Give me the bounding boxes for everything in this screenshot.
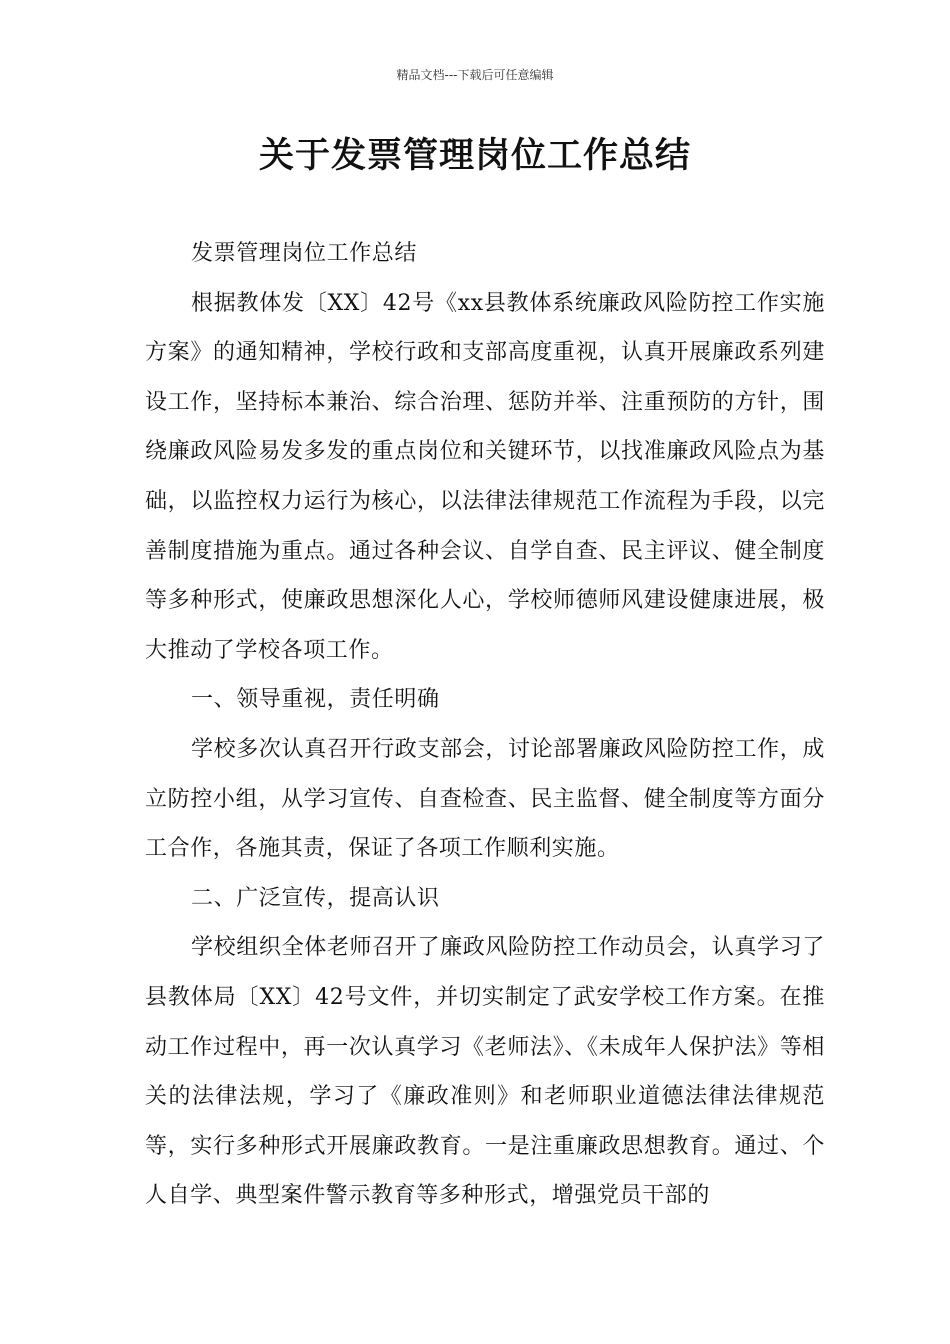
section-heading-2: 二、广泛宣传，提高认识 — [191, 885, 440, 911]
document-title: 关于发票管理岗位工作总结 — [258, 136, 691, 176]
header-note: 精品文档---下载后可任意编辑 — [396, 68, 554, 82]
paragraph-subtitle: 发票管理岗位工作总结 — [191, 241, 418, 266]
paragraph-section-2: 学校组织全体老师召开了廉政风险防控工作动员会，认真学习了县教体局〔XX〕42号文件，并切实制定了武安学校工作方案。在推动工作过程中，再一次认真学习《老师法》、《未成年人保护法》等相关的法律法规，学习了《廉政准则》和老师职业道德法律法律规范等，实行多种形式开展廉政教育。一是注重廉政思想教育。通过、个人自学、典型案件警示教育等多种形式，增强党员干部的 — [145, 935, 825, 1209]
paragraph-section-1: 学校多次认真召开行政支部会，讨论部署廉政风险防控工作，成立防控小组，从学习宣传、自查检查、民主监督、健全制度等方面分工合作，各施其责，保证了各项工作顺利实施。 — [145, 736, 825, 862]
paragraph-intro: 根据教体发〔XX〕42号《xx县教体系统廉政风险防控工作实施方案》的通知精神，学校行政和支部高度重视，认真开展廉政系列建设工作，坚持标本兼治、综合治理、惩防并举、注重预防的方针，围绕廉政风险易发多发的重点岗位和关键环节，以找准廉政风险点为基础，以监控权力运行为核心，以法律法律规范工作流程为手段，以完善制度措施为重点。通过各种会议、自学自查、民主评议、健全制度等多种形式，使廉政思想深化人心，学校师德师风建设健康进展，极大推动了学校各项工作。 — [145, 290, 825, 663]
document-body — [145, 229, 825, 1221]
section-heading-1: 一、领导重视，责任明确 — [191, 687, 440, 713]
